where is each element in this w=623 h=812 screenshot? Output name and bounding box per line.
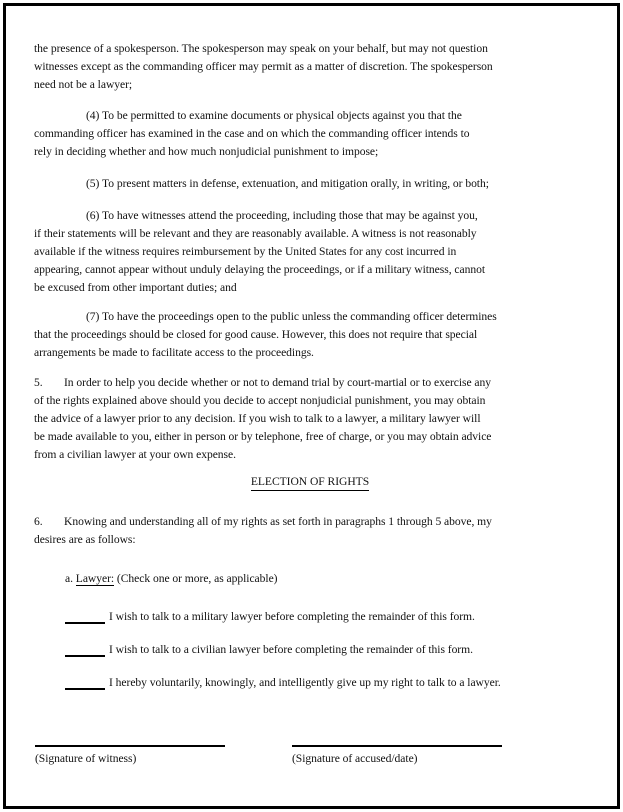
item7-line: (7) To have the proceedings open to the public unless the commanding officer determines (86, 310, 497, 323)
item7-line: that the proceedings should be closed for good cause. However, this does not require that special (34, 328, 478, 341)
para5-line: of the rights explained above should you decide to accept nonjudicial punishment, you may obtain (34, 394, 486, 407)
accused-signature-label: (Signature of accused/date) (292, 752, 418, 765)
item7-line: arrangements be made to facilitate access to the proceedings. (34, 346, 314, 359)
item6-line: available if the witness requires reimbursement by the United States for any cost incurred in (34, 245, 457, 258)
para5-line: be made available to you, either in person or by telephone, free of charge, or you may obtain advice (34, 430, 492, 443)
lawyer-prefix: a. (65, 572, 76, 585)
item6-line: appearing, cannot appear without unduly delaying the proceedings, or if a military witness, cannot (34, 263, 485, 276)
checkbox-blank-waive-lawyer[interactable] (65, 688, 105, 690)
item6-line: be excused from other important duties; and (34, 281, 237, 294)
option-civilian-lawyer: I wish to talk to a civilian lawyer before completing the remainder of this form. (109, 643, 473, 656)
lawyer-section-label (65, 572, 277, 586)
option-waive-lawyer: I hereby voluntarily, knowingly, and intelligently give up my right to talk to a lawyer. (109, 676, 501, 689)
para5-line: the advice of a lawyer prior to any decision. If you wish to talk to a lawyer, a military lawyer will (34, 412, 481, 425)
witness-signature-label: (Signature of witness) (35, 752, 137, 765)
lawyer-instruction: (Check one or more, as applicable) (114, 572, 278, 585)
item6-line: (6) To have witnesses attend the proceeding, including those that may be against you, (86, 209, 478, 222)
para3-line: the presence of a spokesperson. The spokesperson may speak on your behalf, but may not question (34, 42, 488, 55)
section-heading (26, 475, 594, 488)
election-of-rights-heading: ELECTION OF RIGHTS (251, 475, 369, 491)
lawyer-label: Lawyer: (75, 572, 115, 585)
para5-line: In order to help you decide whether or not to demand trial by court-martial or to exercise any (64, 376, 492, 389)
para6-line: Knowing and understanding all of my rights as set forth in paragraphs 1 through 5 above, my (64, 515, 492, 528)
item4-line: commanding officer has examined in the case and on which the commanding officer intends to (34, 127, 470, 140)
checkbox-blank-military-lawyer[interactable] (65, 622, 105, 624)
witness-signature-line[interactable] (35, 745, 225, 747)
para5-line: from a civilian lawyer at your own expense. (34, 448, 236, 461)
para3-line: witnesses except as the commanding officer may permit as a matter of discretion. The spokesperson (34, 60, 493, 73)
item5-line: (5) To present matters in defense, extenuation, and mitigation orally, in writing, or both; (86, 177, 489, 190)
para6-number: 6. (34, 515, 43, 528)
form-page (3, 3, 620, 809)
accused-signature-line[interactable] (292, 745, 502, 747)
item4-line: (4) To be permitted to examine documents or physical objects against you that the (86, 109, 462, 122)
para3-line: need not be a lawyer; (34, 78, 133, 91)
checkbox-blank-civilian-lawyer[interactable] (65, 655, 105, 657)
item4-line: rely in deciding whether and how much nonjudicial punishment to impose; (34, 145, 379, 158)
item6-line: if their statements will be relevant and they are reasonably available. A witness is not reasonably (34, 227, 477, 240)
para5-number: 5. (34, 376, 43, 389)
option-military-lawyer: I wish to talk to a military lawyer before completing the remainder of this form. (109, 610, 475, 623)
para6-line: desires are as follows: (34, 533, 136, 546)
